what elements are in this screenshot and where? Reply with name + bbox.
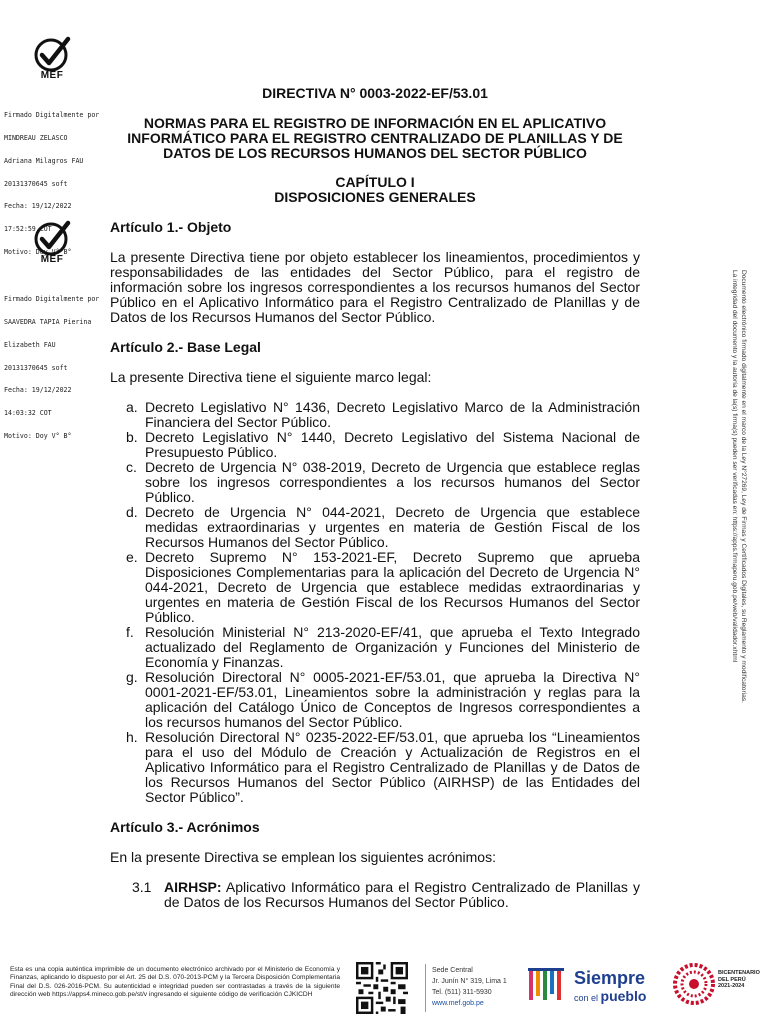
signature-text: Firmado Digitalmente por MINDREAU ZELASCO Adriana Milagros FAU 20131370645 soft Fecha: 19/12/2022 17:52:59 COT Motivo: Doy V° B°	[4, 111, 100, 256]
checkmark-seal-icon	[32, 220, 72, 256]
checkmark-seal-icon	[32, 36, 72, 72]
authenticity-note: Esta es una copia auténtica imprimible de un documento electrónico archivado por el Ministerio de Economía y Finanzas, aplicando lo dispuesto por el Art. 25 del D.S. 070-2013-PCM y la Tercera Disposición Complementaria Final del D.S. 026-2016-PCM. Su autenticidad e integridad pueden ser contrastadas a través de la siguiente dirección web https://apps4.mineco.gob.pe/st/v ingresando el siguiente código de verificación CJKICDH	[10, 966, 340, 999]
document-body	[110, 86, 640, 910]
directive-title: DIRECTIVA N° 0003-2022-EF/53.01	[262, 85, 488, 101]
colored-bars-icon	[528, 966, 568, 1002]
signature-block-2	[4, 220, 108, 456]
norms-title: NORMAS PARA EL REGISTRO DE INFORMACIÓN EN EL APLICATIVO INFORMÁTICO PARA EL REGISTRO CENTRALIZADO DE PLANILLAS Y DE DATOS DE LOS RECURSOS HUMANOS DEL SECTOR PÚBLICO	[127, 115, 623, 161]
article-1-text: La presente Directiva tiene por objeto establecer los lineamientos, procedimientos y responsabilidades de las entidades del Sector Público, para el registro de información sobre los ingresos correspondientes a los recursos humanos del Sector Público en el Aplicativo Informático para el Registro Centralizado de Planillas y de Datos de los Recursos Humanos del Sector Público.	[110, 249, 640, 325]
legal-basis-list	[126, 400, 640, 805]
acronym-term: AIRHSP:	[164, 879, 222, 895]
mef-logo-label: MEF	[40, 254, 64, 265]
bicentenario-text: BICENTENARIO DEL PERÚ 2021-2024	[718, 970, 760, 989]
signature-text: Firmado Digitalmente por SAAVEDRA TAPIA Pierina Elizabeth FAU 20131370645 soft Fecha: 19/12/2022 14:03:32 COT Motivo: Doy V° B°	[4, 295, 100, 440]
list-item: f. Resolución Ministerial N° 213-2020-EF/41, que aprueba el Texto Integrado actualizado del Reglamento de Organización y Funciones del Ministerio de Economía y Finanzas.	[126, 624, 640, 670]
sede-phone: Tel. (511) 311-5930	[432, 989, 492, 996]
chapter-number: CAPÍTULO I	[335, 174, 415, 190]
chapter-name: DISPOSICIONES GENERALES	[274, 189, 476, 205]
qr-code-icon[interactable]	[356, 962, 408, 1014]
list-item: b. Decreto Legislativo N° 1440, Decreto Legislativo del Sistema Nacional de Presupuesto Público.	[126, 429, 640, 460]
list-item: h. Resolución Directoral N° 0235-2022-EF/53.01, que aprueba los “Lineamientos para el uso del Módulo de Creación y Actualización de Registros en el Aplicativo Informático para el Registro Centralizado de Planillas y de Datos de los Recursos Humanos del Sector Público (AIRHSP) de las Entidades del Sector Público”.	[126, 729, 640, 805]
vertical-note-line-1: Documento electrónico firmado digitalmente en el marco de la Ley N°27269, Ley de Firmas y Certificados Digitales, su Reglamento y modificatorias.	[740, 270, 747, 703]
page-footer	[0, 958, 768, 1024]
mef-logo	[30, 220, 74, 265]
sede-address: Jr. Junín N° 319, Lima 1	[432, 978, 507, 985]
list-item: g. Resolución Directoral N° 0005-2021-EF/53.01, que aprueba la Directiva N° 0001-2021-EF/53.01, Lineamientos sobre la administración y reglas para la aplicación del Catálogo Único de Conceptos de Ingresos correspondientes a los recursos humanos del Sector Público.	[126, 669, 640, 730]
article-3-title: Artículo 3.- Acrónimos	[110, 819, 260, 835]
bicentenario-seal-icon	[672, 962, 716, 1006]
article-2-title: Artículo 2.- Base Legal	[110, 339, 261, 355]
siempre-con-el-pueblo-logo	[528, 962, 658, 1006]
mef-logo-label: MEF	[40, 70, 64, 81]
list-item: e. Decreto Supremo N° 153-2021-EF, Decreto Supremo que aprueba Disposiciones Complementarias para la aplicación del Decreto de Urgencia N° 044-2021, Decreto de Urgencia que establece medidas extraordinarias y urgentes en materia de Gestión Fiscal de los Recursos Humanos del Sector Público.	[126, 549, 640, 625]
article-2-intro: La presente Directiva tiene el siguiente marco legal:	[110, 369, 432, 385]
list-item: a. Decreto Legislativo N° 1436, Decreto Legislativo Marco de la Administración Financiera del Sector Público.	[126, 399, 640, 430]
sede-info	[432, 965, 507, 1009]
article-1-title: Artículo 1.- Objeto	[110, 219, 232, 235]
acronym-definition: Aplicativo Informático para el Registro Centralizado de Planillas y de Datos de los Recursos Humanos del Sector Público.	[164, 879, 641, 910]
mef-logo	[30, 36, 74, 81]
list-item: c. Decreto de Urgencia N° 038-2019, Decreto de Urgencia que establece reglas sobre los ingresos correspondientes a los recursos humanos del Sector Público.	[126, 459, 640, 505]
footer-divider	[425, 964, 426, 1012]
vertical-note-line-2: La integridad del documento y la autoría de la(s) firma(s) pueden ser verificadas en: https://apps.firmaperu.gob.pe/web/validador.xhtml	[731, 270, 738, 663]
con-el-pueblo: con el pueblo	[574, 988, 647, 1004]
acronym-item: 3.1 AIRHSP: Aplicativo Informático para el Registro Centralizado de Planillas y de Datos de los Recursos Humanos del Sector Público.	[132, 879, 641, 910]
sede-title: Sede Central	[432, 967, 473, 974]
siempre-word: Siempre	[574, 968, 646, 988]
list-item: d. Decreto de Urgencia N° 044-2021, Decreto de Urgencia que establece medidas extraordinarias y urgentes en materia de Gestión Fiscal de los Recursos Humanos del Sector Público.	[126, 504, 640, 550]
bicentenario-logo	[672, 960, 768, 1010]
vertical-verification-note	[730, 270, 748, 703]
article-3-intro: En la presente Directiva se emplean los siguientes acrónimos:	[110, 849, 496, 865]
sede-url-link[interactable]: www.mef.gob.pe	[432, 1000, 484, 1007]
